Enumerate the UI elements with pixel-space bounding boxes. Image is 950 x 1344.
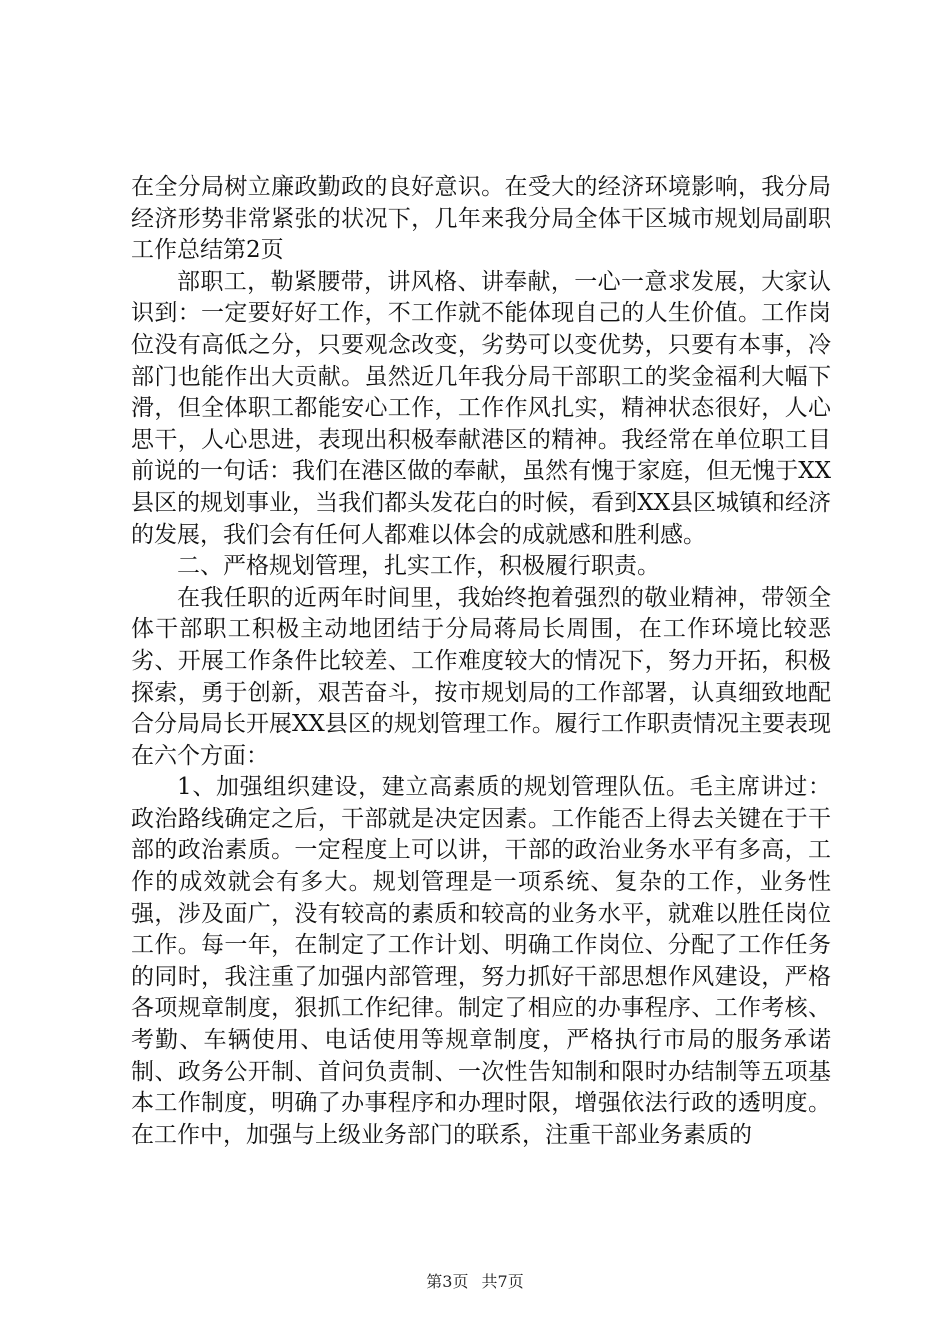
paragraph-1: 在全分局树立廉政勤政的良好意识。在受大的经济环境影响，我分局经济形势非常紧张的状况下，几年来我分局全体干区城市规划局副职工作总结第2页	[131, 174, 831, 264]
document-body	[131, 172, 831, 1151]
paragraph-3-heading: 二、严格规划管理，扎实工作，积极履行职责。	[177, 553, 660, 580]
page-footer	[0, 1272, 950, 1292]
paragraph-2: 部职工，勒紧腰带，讲风格、讲奉献，一心一意求发展，大家认识到：一定要好好工作，不工作就不能体现自己的人生价值。工作岗位没有高低之分，只要观念改变，劣势可以变优势，只要有本事，冷部门也能作出大贡献。虽然近几年我分局干部职工的奖金福利大幅下滑，但全体职工都能安心工作，工作作风扎实，精神状态很好，人心思干，人心思进，表现出积极奉献港区的精神。我经常在单位职工目前说的一句话：我们在港区做的奉献，虽然有愧于家庭，但无愧于XX县区的规划事业，当我们都头发花白的时候，看到XX县区城镇和经济的发展，我们会有任何人都难以体会的成就感和胜利感。	[131, 268, 831, 548]
paragraph-5: 1、加强组织建设，建立高素质的规划管理队伍。毛主席讲过：政治路线确定之后，干部就是决定因素。工作能否上得去关键在于干部的政治素质。一定程度上可以讲，干部的政治业务水平有多高，工作的成效就会有多大。规划管理是一项系统、复杂的工作，业务性强，涉及面广，没有较高的素质和较高的业务水平，就难以胜任岗位工作。每一年，在制定了工作计划、明确工作岗位、分配了工作任务的同时，我注重了加强内部管理，努力抓好干部思想作风建设，严格各项规章制度，狠抓工作纪律。制定了相应的办事程序、工作考核、考勤、车辆使用、电话使用等规章制度，严格执行市局的服务承诺制、政务公开制、首问负责制、一次性告知制和限时办结制等五项基本工作制度，明确了办事程序和办理时限，增强依法行政的透明度。在工作中，加强与上级业务部门的联系，注重干部业务素质的	[131, 774, 831, 1148]
page-number-current: 第3页	[426, 1272, 469, 1291]
page-number-total: 共7页	[481, 1272, 524, 1291]
paragraph-4: 在我任职的近两年时间里，我始终抱着强烈的敬业精神，带领全体干部职工积极主动地团结于分局蒋局长周围，在工作环境比较恶劣、开展工作条件比较差、工作难度较大的情况下，努力开拓，积极探索，勇于创新，艰苦奋斗，按市规划局的工作部署，认真细致地配合分局局长开展XX县区的规划管理工作。履行工作职责情况主要表现在六个方面：	[131, 584, 831, 769]
